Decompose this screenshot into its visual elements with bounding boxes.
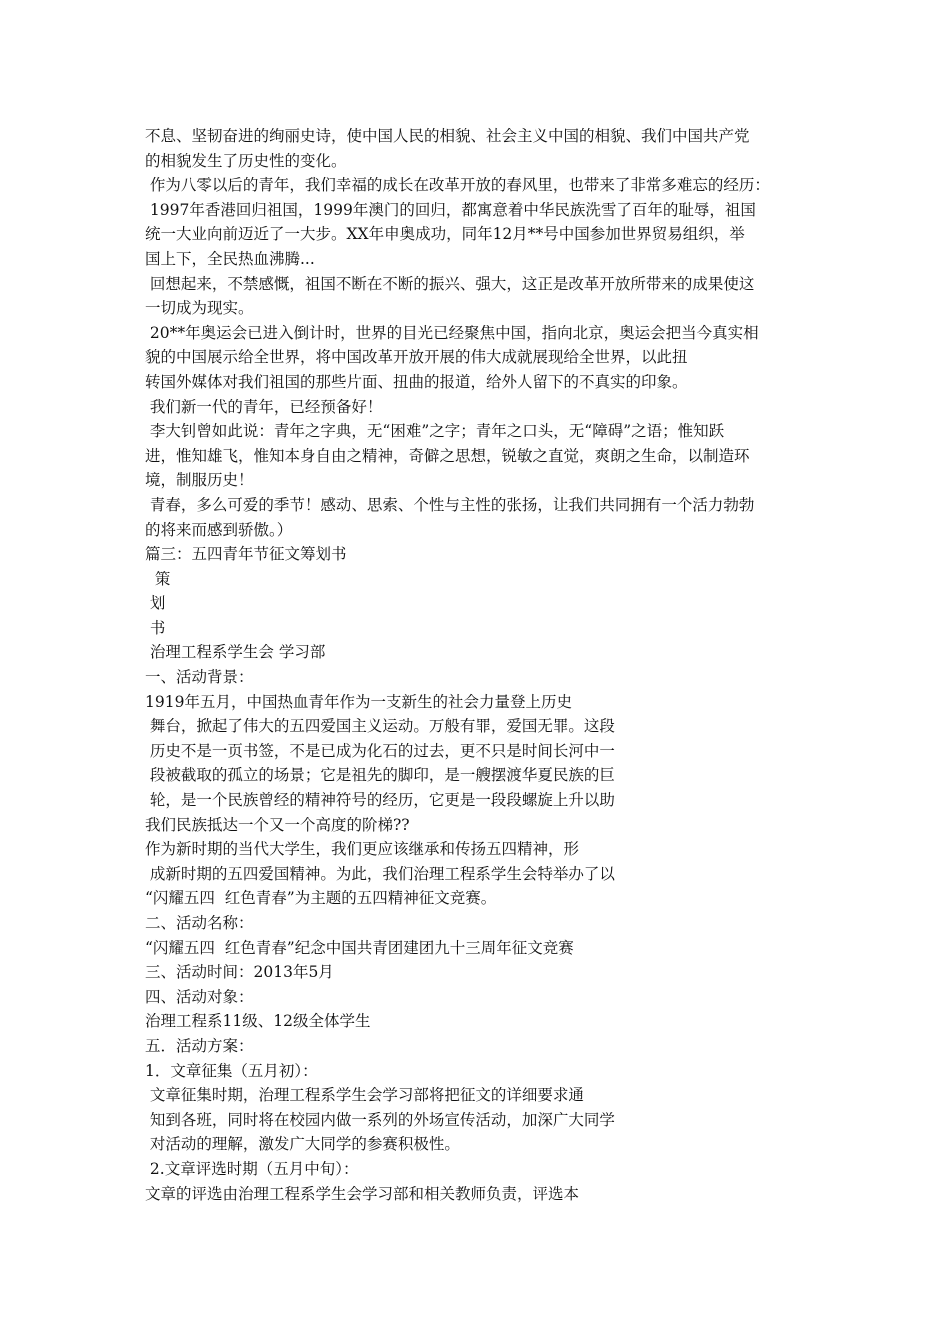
text-line: 划 xyxy=(145,594,166,613)
document-body xyxy=(145,124,815,1206)
text-line: 成新时期的五四爱国精神。为此，我们治理工程系学生会特举办了以 xyxy=(145,864,615,883)
text-line: 治理工程系11级、12级全体学生 xyxy=(145,1012,371,1031)
text-line: 回想起来，不禁感慨，祖国不断在不断的振兴、强大，这正是改革开放所带来的成果使这 xyxy=(145,274,755,293)
text-line: 文章的评选由治理工程系学生会学习部和相关教师负责，评选本 xyxy=(145,1184,580,1203)
text-line: 策 xyxy=(145,569,171,588)
text-line: 的相貌发生了历史性的变化。 xyxy=(145,151,347,170)
text-line: 三、活动时间：2013年5月 xyxy=(145,963,334,982)
text-line: 进，惟知雄飞，惟知本身自由之精神，奇僻之思想，锐敏之直觉，爽朗之生命，以制造环 xyxy=(145,446,750,465)
text-line: 二、活动名称： xyxy=(145,914,254,932)
text-line: 的将来而感到骄傲。） xyxy=(145,520,293,539)
text-line: 我们民族抵达一个又一个高度的阶梯?? xyxy=(145,815,410,834)
text-line: 1997年香港回归祖国，1999年澳门的回归，都寓意着中华民族洗雪了百年的耻辱，祖国 xyxy=(145,200,756,219)
text-line: 不息、坚韧奋进的绚丽史诗，使中国人民的相貌、社会主义中国的相貌、我们中国共产党 xyxy=(145,127,750,145)
text-line: 20**年奥运会已进入倒计时，世界的目光已经聚焦中国，指向北京，奥运会把当今真实相 xyxy=(145,323,759,342)
text-line: 轮，是一个民族曾经的精神符号的经历，它更是一段段螺旋上升以助 xyxy=(145,791,615,810)
text-line: 四、活动对象： xyxy=(145,987,254,1006)
text-line: 1919年五月，中国热血青年作为一支新生的社会力量登上历史 xyxy=(145,692,572,711)
text-line: 对活动的理解，激发广大同学的参赛积极性。 xyxy=(145,1135,460,1154)
text-line: 书 xyxy=(145,618,166,637)
text-line: 作为八零以后的青年，我们幸福的成长在改革开放的春风里，也带来了非常多难忘的经历： xyxy=(145,176,770,195)
text-line: 历史不是一页书签，不是已成为化石的过去，更不只是时间长河中一 xyxy=(145,741,615,760)
text-line: 国上下，全民热血沸腾... xyxy=(145,249,315,268)
text-line: 文章征集时期，治理工程系学生会学习部将把征文的详细要求通 xyxy=(145,1086,584,1105)
text-line: 统一大业向前迈近了一大步。XX年申奥成功，同年12月**号中国参加世界贸易组织，举 xyxy=(145,225,745,244)
text-line: 段被截取的孤立的场景；它是祖先的脚印，是一艘摆渡华夏民族的巨 xyxy=(145,766,615,785)
text-line: 治理工程系学生会 学习部 xyxy=(145,643,326,662)
text-line: 转国外媒体对我们祖国的那些片面、扭曲的报道，给外人留下的不真实的印象。 xyxy=(145,372,688,391)
section-heading: 篇三：五四青年节征文筹划书 xyxy=(145,545,347,564)
text-line: 我们新一代的青年，已经预备好！ xyxy=(145,397,383,416)
text-line: 境，制服历史！ xyxy=(145,471,254,490)
text-line: “闪耀五四 红色青春”为主题的五四精神征文竞赛。 xyxy=(145,889,497,908)
text-line: 1．文章征集（五月初）： xyxy=(145,1061,318,1080)
text-line: 知到各班，同时将在校园内做一系列的外场宣传活动，加深广大同学 xyxy=(145,1110,615,1129)
text-line: 貌的中国展示给全世界，将中国改革开放开展的伟大成就展现给全世界，以此扭 xyxy=(145,348,688,367)
text-line: 一切成为现实。 xyxy=(145,299,254,318)
text-line: 作为新时期的当代大学生，我们更应该继承和传扬五四精神，形 xyxy=(145,840,580,859)
text-line: 青春，多么可爱的季节！感动、思索、个性与主性的张扬，让我们共同拥有一个活力勃勃 xyxy=(145,495,755,514)
text-line: 舞台，掀起了伟大的五四爱国主义运动。万般有罪，爱国无罪。这段 xyxy=(145,717,615,736)
text-line: 李大钊曾如此说：青年之字典，无“困难”之字；青年之口头，无“障碍”之语；惟知跃 xyxy=(145,422,725,441)
text-line: 五．活动方案： xyxy=(145,1036,254,1055)
text-line: “闪耀五四 红色青春”纪念中国共青团建团九十三周年征文竞赛 xyxy=(145,938,574,957)
text-line: 2.文章评选时期（五月中旬）： xyxy=(145,1159,359,1178)
text-line: 一、活动背景： xyxy=(145,668,254,687)
